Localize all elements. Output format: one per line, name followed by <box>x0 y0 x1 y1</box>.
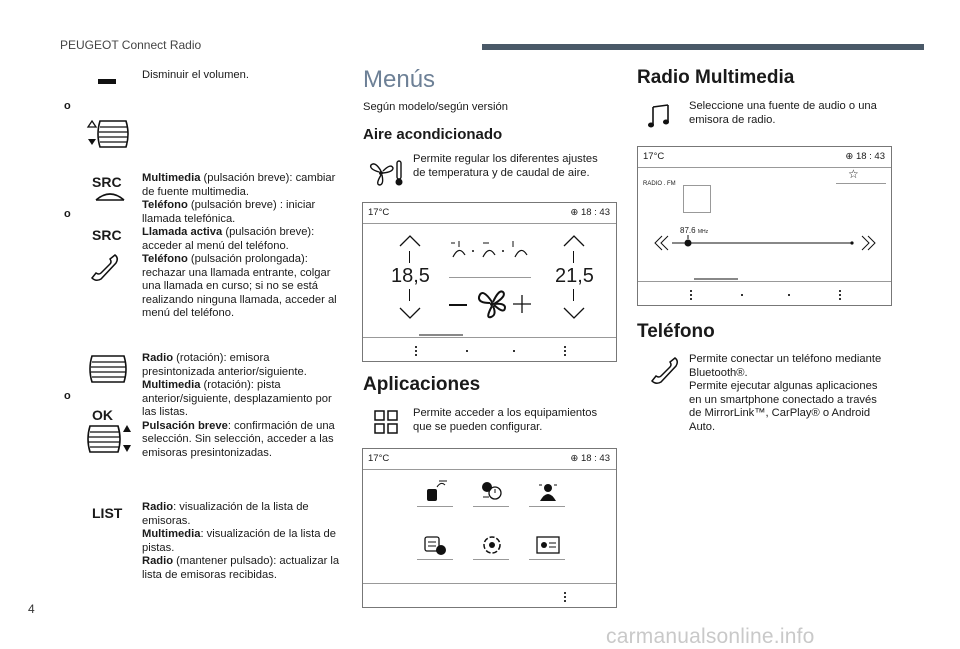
radio-title: Radio Multimedia <box>637 67 795 88</box>
minus-icon <box>98 79 116 84</box>
apps-text: Permite acceder a los equipamientos que se pueden configurar. <box>413 407 598 433</box>
fan-temperature-icon <box>369 159 405 187</box>
temp-down-left-icon[interactable] <box>399 307 421 319</box>
list-label: LIST <box>92 505 123 521</box>
src-label: SRC <box>92 174 122 190</box>
radio-source-label: RADIO . FM <box>643 181 676 187</box>
frequency-value: 87.6 MHz <box>680 226 709 235</box>
or-label-3: o <box>64 390 71 402</box>
phone-icon-2 <box>649 355 679 385</box>
aire-text: Permite regular los diferentes ajustes de temperatura y de caudal de aire. <box>413 153 598 179</box>
screen-time-2: ⊕ 18 : 43 <box>570 453 610 464</box>
app-icon-4[interactable] <box>423 533 449 557</box>
app-icon-5[interactable] <box>479 533 505 557</box>
frequency-slider[interactable] <box>652 235 878 251</box>
ok-description: Radio (rotación): emisora presintonizada anterior/siguiente. Multimedia (rotación): pista anterior/siguiente, desplazamiento por las listas. Pulsación breve: confirmación de una selección. Sin selección, acceder a las emisoras presintonizadas. <box>142 352 335 459</box>
screen-tab-indicator-2 <box>694 278 738 280</box>
left-temperature: 18,5 <box>391 265 430 287</box>
screen-time: ⊕ 18 : 43 <box>570 207 610 218</box>
volume-down-text: Disminuir el volumen. <box>142 69 249 81</box>
watermark: carmanualsonline.info <box>606 625 815 648</box>
airflow-mode-icons[interactable] <box>449 239 539 261</box>
temp-down-right-icon[interactable] <box>563 307 585 319</box>
src-description: Multimedia (pulsación breve): cambiar de fuente multimedia. Teléfono (pulsación breve) : iniciar llamada telefónica. Llamada activa (pulsación breve): acceder al menú del teléfono. Teléfono (pulsación prolongada): rechazar una llamada entrante, colgar una llamada en curso; si no se está realizando ninguna llamada, acceder al menú del teléfono. <box>142 172 337 319</box>
apps-screen <box>362 448 617 608</box>
climate-screen <box>362 202 617 362</box>
or-label-2: o <box>64 208 71 220</box>
temp-up-left-icon[interactable] <box>399 235 421 247</box>
list-description: Radio: visualización de la lista de emisoras. Multimedia: visualización de la lista de pistas. Radio (mantener pulsado): actualizar la lista de emisoras recibidas. <box>142 501 340 581</box>
header-bar <box>482 44 924 50</box>
running-header: PEUGEOT Connect Radio <box>60 38 202 52</box>
ok-label: OK <box>92 407 113 423</box>
app-icon-2[interactable] <box>479 479 505 503</box>
page-number: 4 <box>28 602 35 616</box>
ok-scroll-wheel-icon <box>86 424 132 454</box>
screen-temperature: 17°C <box>368 207 390 218</box>
screen-temperature-2: 17°C <box>368 453 390 464</box>
app-icon-6[interactable] <box>535 533 561 557</box>
app-icon-1[interactable] <box>423 479 449 503</box>
src-label-2: SRC <box>92 227 122 243</box>
scroll-wheel-icon <box>88 354 128 384</box>
station-artwork <box>683 185 711 213</box>
right-temperature: 21,5 <box>555 265 594 287</box>
src-button-icon <box>94 190 126 202</box>
fan-decrease-icon[interactable] <box>449 304 467 306</box>
fan-increase-icon[interactable] <box>513 295 531 313</box>
section-subtitle: Según modelo/según versión <box>363 101 508 113</box>
fan-icon <box>477 289 507 319</box>
scroll-wheel-up-down-icon <box>86 119 130 149</box>
aire-title: Aire acondicionado <box>363 126 503 143</box>
telephone-text: Permite conectar un teléfono mediante Bluetooth®. Permite ejecutar algunas aplicaciones en un smartphone conectado a través de MirrorLink™, CarPlay® o Android Auto. <box>689 353 882 433</box>
temp-up-right-icon[interactable] <box>563 235 585 247</box>
apps-title: Aplicaciones <box>363 374 481 395</box>
radio-screen <box>637 146 892 306</box>
favorite-star-icon[interactable]: ☆ <box>848 167 859 181</box>
app-icon-3[interactable] <box>535 479 561 503</box>
phone-icon <box>89 252 119 282</box>
screen-tab-indicator <box>419 334 463 336</box>
radio-text: Seleccione una fuente de audio o una emisora de radio. <box>689 100 877 126</box>
section-title: Menús <box>363 66 436 93</box>
screen-time-3: ⊕ 18 : 43 <box>845 151 885 162</box>
apps-grid-icon <box>374 410 398 434</box>
or-label: o <box>64 100 71 112</box>
telephone-title: Teléfono <box>637 321 715 342</box>
music-note-icon <box>648 103 672 129</box>
screen-temperature-3: 17°C <box>643 151 665 162</box>
